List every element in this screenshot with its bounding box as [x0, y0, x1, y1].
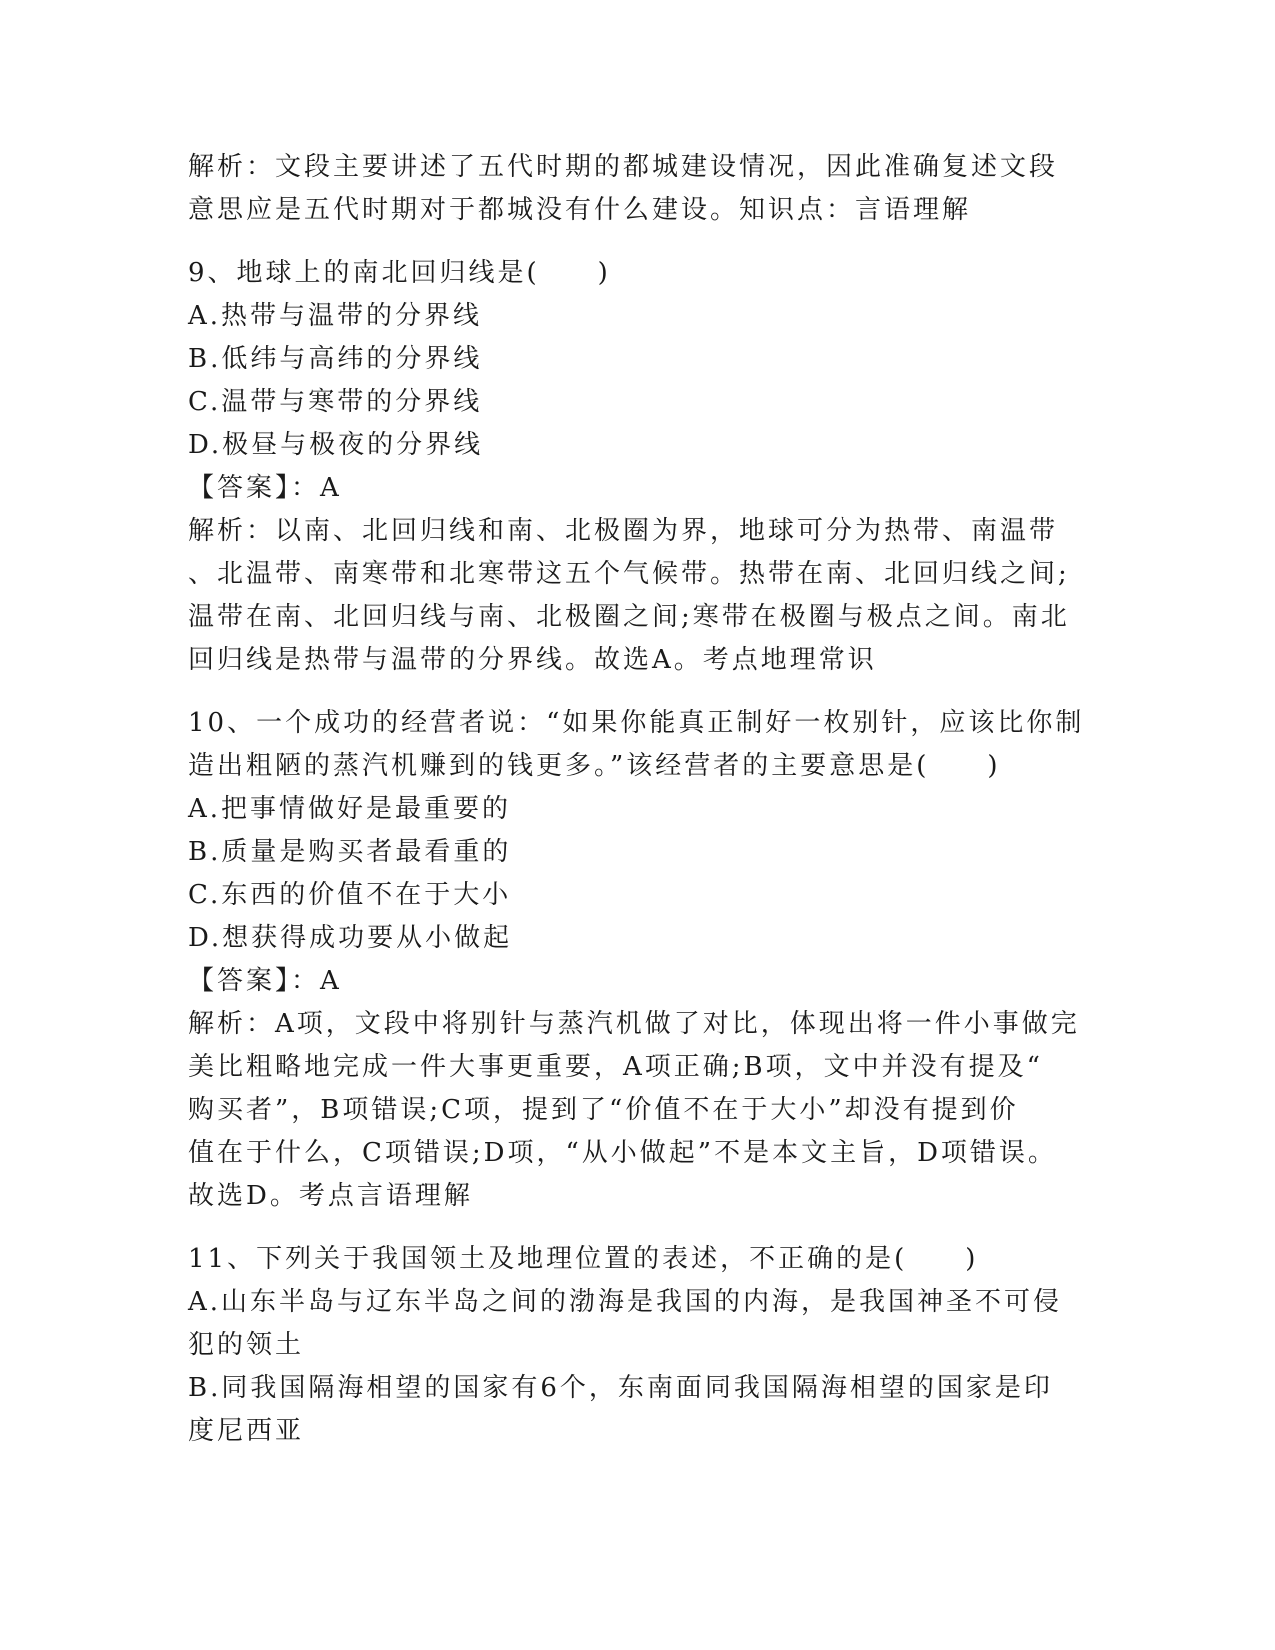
q9-analysis-line: 温带在南、北回归线与南、北极圈之间;寒带在极圈与极点之间。南北 [188, 602, 1070, 632]
q10-stem-line: 10、一个成功的经营者说：“如果你能真正制好一枚别针，应该比你制 [188, 708, 1085, 738]
q9-option-a: A.热带与温带的分界线 [188, 301, 483, 331]
q9-answer: 【答案】：A [188, 473, 342, 503]
q11-stem: 11、下列关于我国领土及地理位置的表述，不正确的是( ) [188, 1244, 979, 1274]
q11-option-line: 犯的领土 [188, 1330, 305, 1360]
q10-analysis-line: 解析：A项，文段中将别针与蒸汽机做了对比，体现出将一件小事做完 [188, 1009, 1080, 1039]
q9-option-b: B.低纬与高纬的分界线 [188, 344, 483, 374]
q10-analysis-line: 购买者”，B项错误;C项，提到了“价值不在于大小”却没有提到价 [188, 1095, 1019, 1125]
q9-analysis-line: 回归线是热带与温带的分界线。故选A。考点地理常识 [188, 645, 877, 675]
q10-option-b: B.质量是购买者最看重的 [188, 837, 512, 867]
q11-option-line: B.同我国隔海相望的国家有6个，东南面同我国隔海相望的国家是印 [188, 1373, 1053, 1403]
q8-analysis [188, 146, 1078, 232]
page-content [188, 146, 1085, 1453]
q10-analysis-line: 故选D。考点言语理解 [188, 1181, 473, 1211]
q10-stem-line: 造出粗陋的蒸汽机赚到的钱更多。”该经营者的主要意思是( ) [188, 751, 1001, 781]
q9-analysis-line: 解析：以南、北回归线和南、北极圈为界，地球可分为热带、南温带 [188, 516, 1059, 546]
q11-option-line: A.山东半岛与辽东半岛之间的渤海是我国的内海，是我国神圣不可侵 [188, 1287, 1063, 1317]
q10-analysis-line: 美比粗略地完成一件大事更重要，A项正确;B项，文中并没有提及“ [188, 1052, 1043, 1082]
q11-option-line: 度尼西亚 [188, 1416, 305, 1446]
question-10 [188, 702, 1085, 1218]
q10-analysis-line: 值在于什么，C项错误;D项，“从小做起”不是本文主旨，D项错误。 [188, 1138, 1057, 1168]
q8-analysis-line: 解析：文段主要讲述了五代时期的都城建设情况，因此准确复述文段 [188, 152, 1059, 182]
q8-analysis-line: 意思应是五代时期对于都城没有什么建设。知识点：言语理解 [188, 195, 972, 225]
question-9 [188, 252, 1078, 682]
q9-stem: 9、地球上的南北回归线是( ) [188, 258, 611, 288]
q9-option-d: D.极昼与极夜的分界线 [188, 430, 484, 460]
q10-option-a: A.把事情做好是最重要的 [188, 794, 512, 824]
q10-answer: 【答案】：A [188, 966, 342, 996]
question-11 [188, 1238, 1078, 1453]
q9-option-c: C.温带与寒带的分界线 [188, 387, 483, 417]
q10-option-c: C.东西的价值不在于大小 [188, 880, 512, 910]
q9-analysis-line: 、北温带、南寒带和北寒带这五个气候带。热带在南、北回归线之间; [188, 559, 1070, 589]
q10-option-d: D.想获得成功要从小做起 [188, 923, 513, 953]
